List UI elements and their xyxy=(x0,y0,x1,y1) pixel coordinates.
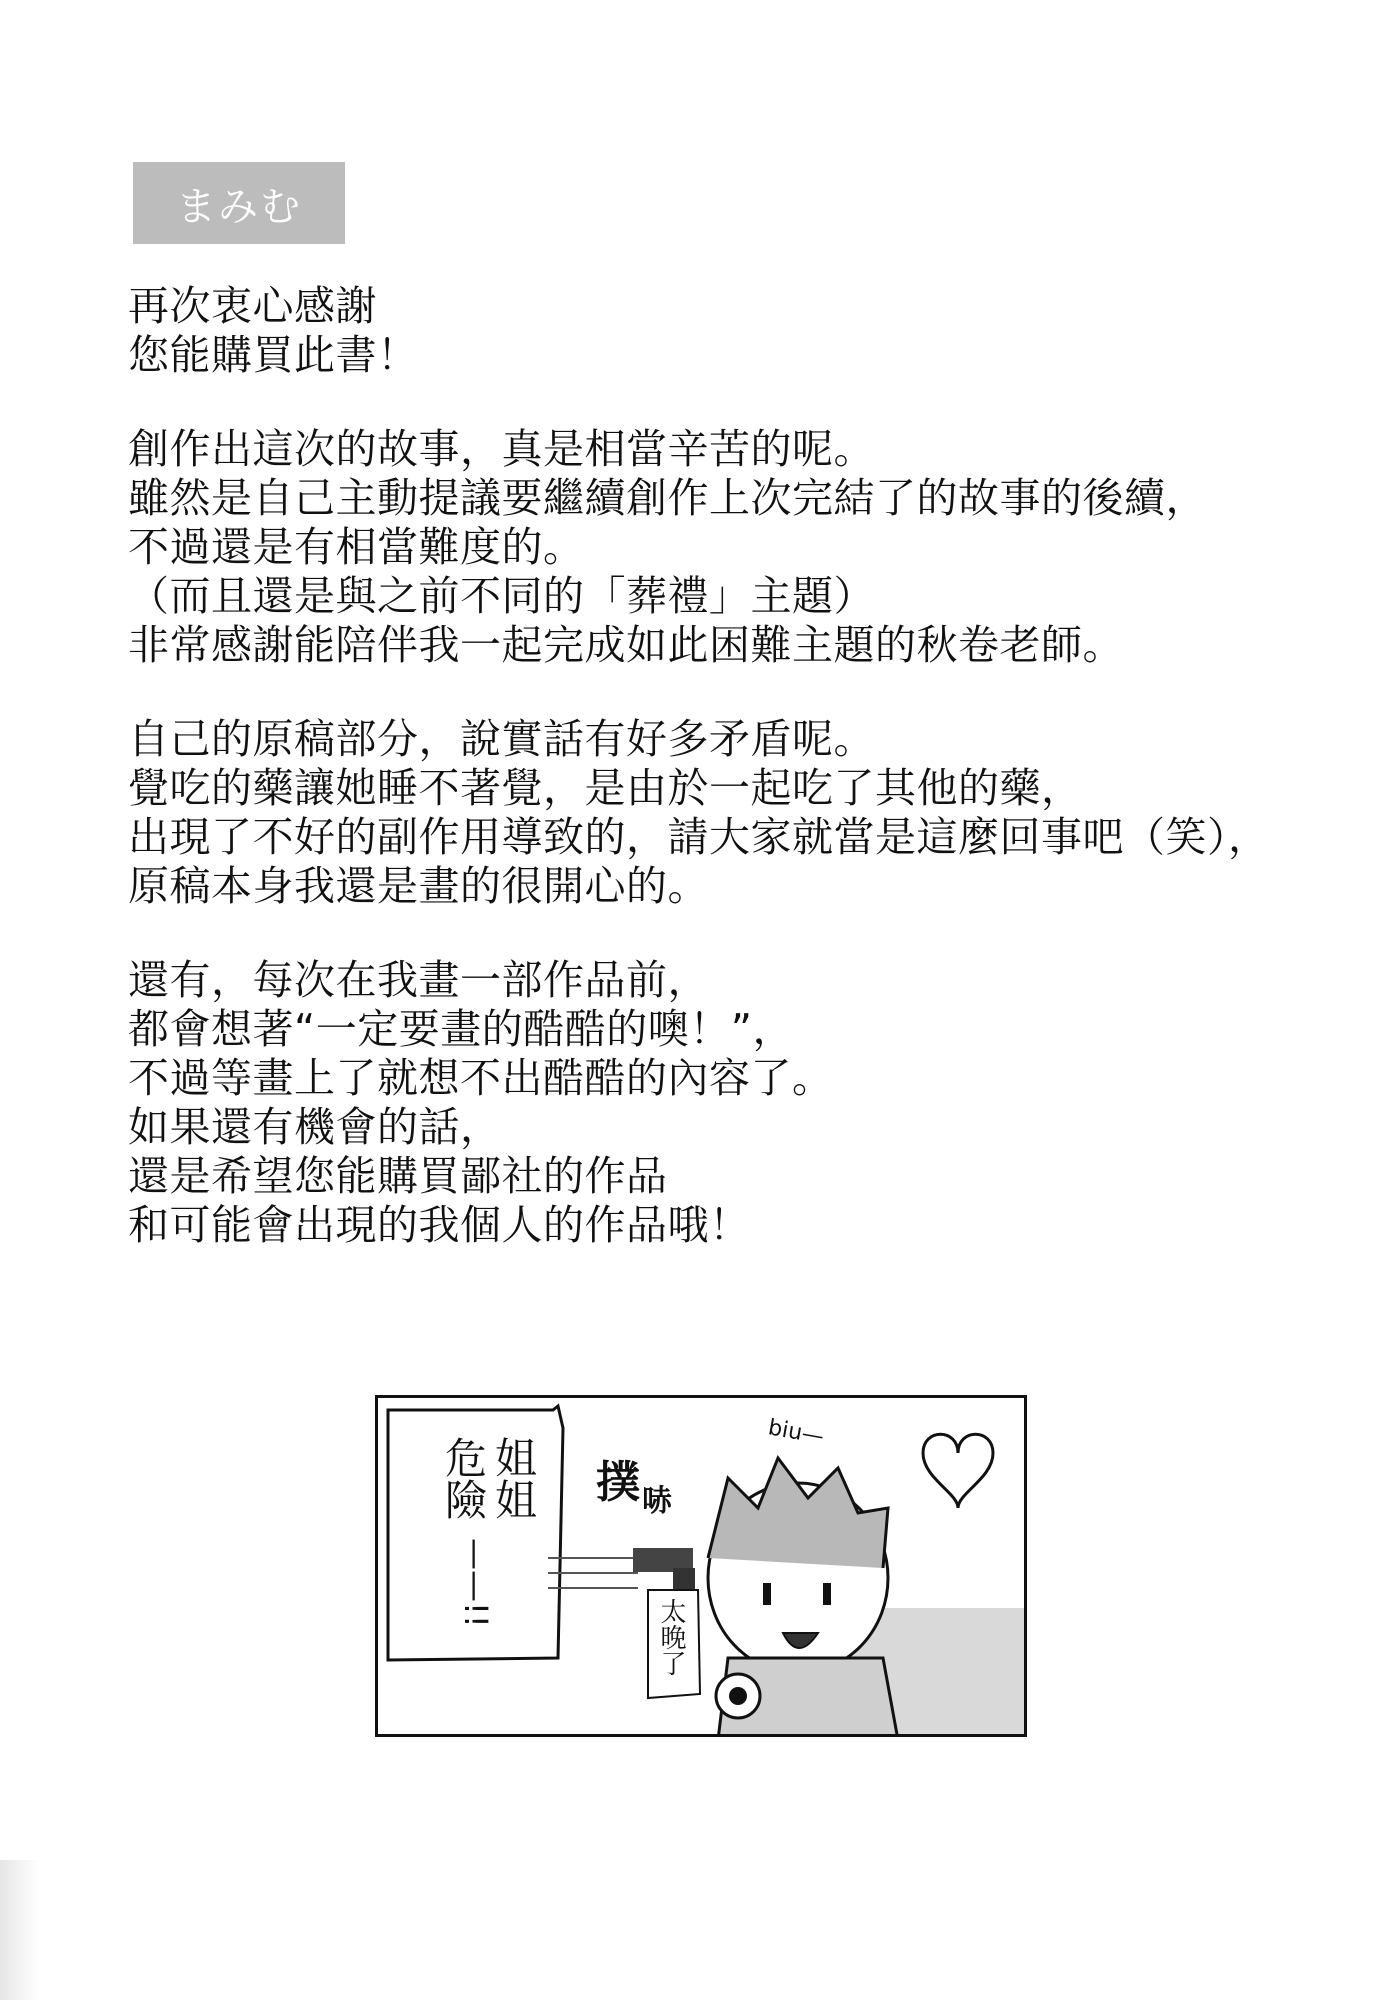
afterword-line: 原稿本身我還是畫的很開心的。 xyxy=(128,862,709,910)
small-bubble-text: 太晚了 xyxy=(656,1598,686,1676)
speech-text-tail: ——!! xyxy=(457,1538,495,1628)
character-eye xyxy=(823,1583,831,1605)
afterword-line: 非常感謝能陪伴我一起完成如此困難主題的秋卷老師。 xyxy=(128,621,1124,669)
afterword-line: 雖然是自己主動提議要繼續創作上次完結了的故事的後續， xyxy=(128,474,1207,522)
afterword-line: 覺吃的藥讓她睡不著覺，是由於一起吃了其他的藥， xyxy=(128,764,1083,812)
afterword-text xyxy=(128,282,1348,1295)
author-name: まみむ xyxy=(176,183,302,230)
afterword-paragraph xyxy=(128,282,1348,380)
afterword-paragraph xyxy=(128,956,1348,1250)
heart-accessory xyxy=(923,1434,993,1508)
afterword-line: 不過等畫上了就想不出酷酷的內容了。 xyxy=(128,1054,834,1102)
afterword-line: 和可能會出現的我個人的作品哦！ xyxy=(128,1201,751,1249)
afterword-line: 再次衷心感謝 xyxy=(128,282,377,330)
speech-text-right: 姐姐 xyxy=(489,1436,538,1520)
afterword-line: 自己的原稿部分，說實話有好多矛盾呢。 xyxy=(128,715,875,763)
afterword-line: 都會想著“一定要畫的酷酷的噢！”， xyxy=(128,1005,794,1053)
afterword-line: 出現了不好的副作用導致的，請大家就當是這麼回事吧（笑）， xyxy=(128,813,1270,861)
afterword-line: 不過還是有相當難度的。 xyxy=(128,523,585,571)
sfx-chi: 哧 xyxy=(642,1484,672,1519)
afterword-line: 還有，每次在我畫一部作品前， xyxy=(128,956,709,1004)
sfx-biu: biu— xyxy=(766,1415,826,1450)
page-edge-shadow xyxy=(0,1860,40,2000)
author-name-tag xyxy=(133,162,345,244)
afterword-line: 還是希望您能購買鄙社的作品 xyxy=(128,1152,668,1200)
sfx-pu: 撲 xyxy=(596,1457,640,1508)
afterword-line: 您能購買此書！ xyxy=(128,331,419,379)
character-eye xyxy=(763,1583,771,1605)
afterword-paragraph xyxy=(128,715,1348,911)
third-eye-pupil xyxy=(729,1687,747,1705)
speech-text-left: 危險 xyxy=(439,1436,488,1520)
afterword-paragraph xyxy=(128,425,1348,670)
comic-panel xyxy=(375,1395,1027,1737)
character-hair xyxy=(708,1458,888,1568)
afterword-line: （而且還是與之前不同的「葬禮」主題） xyxy=(128,572,875,620)
afterword-line: 如果還有機會的話， xyxy=(128,1103,502,1151)
afterword-line: 創作出這次的故事，真是相當辛苦的呢。 xyxy=(128,425,875,473)
